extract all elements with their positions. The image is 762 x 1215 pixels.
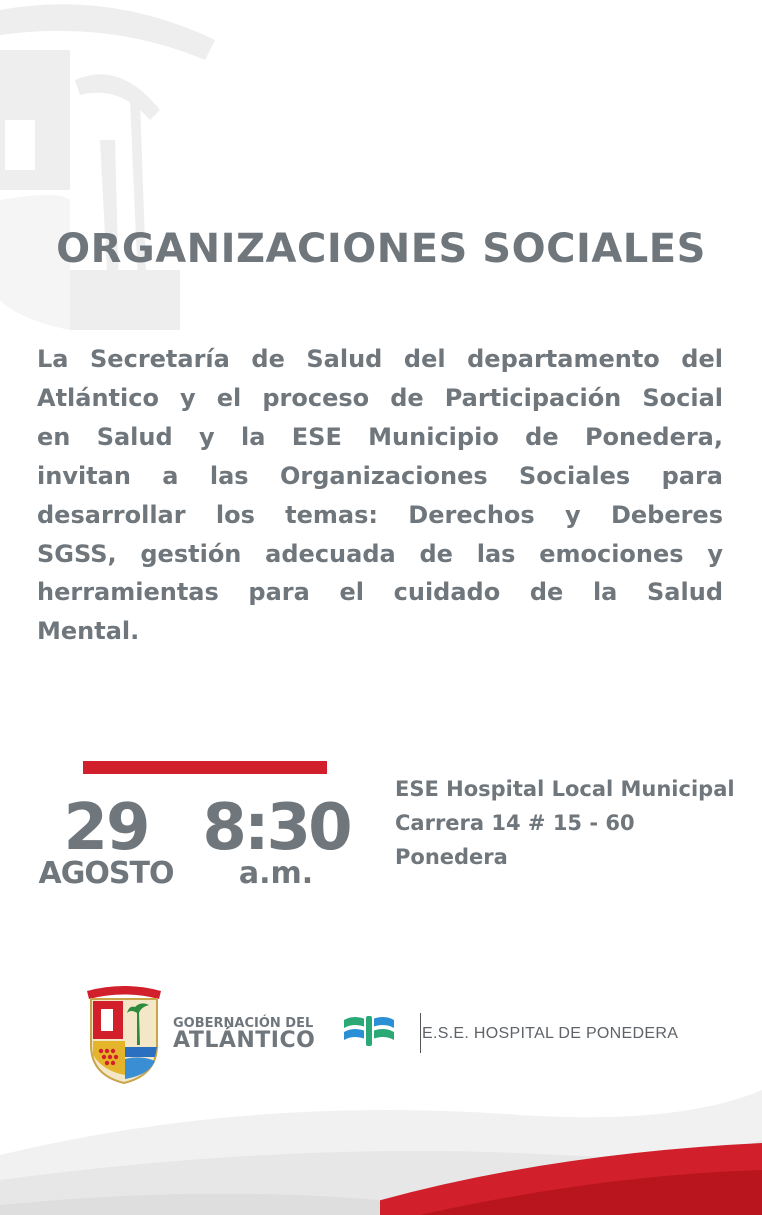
red-divider-bar bbox=[83, 761, 327, 774]
body-line: SGSS, gestión adecuada de las emociones y bbox=[37, 539, 723, 568]
event-ampm: a.m. bbox=[238, 856, 314, 891]
body-line: Mental. bbox=[37, 617, 140, 646]
body-line: Atlántico y el proceso de Participación Social bbox=[37, 383, 723, 412]
body-line: invitan a las Organizaciones Sociales para bbox=[37, 461, 723, 490]
event-month: AGOSTO bbox=[38, 856, 174, 891]
gobernacion-label: GOBERNACIÓN DEL bbox=[173, 1016, 314, 1031]
page-title: ORGANIZACIONES SOCIALES bbox=[56, 226, 706, 272]
location-line: Carrera 14 # 15 - 60 bbox=[395, 811, 635, 835]
shield-watermark-icon bbox=[0, 0, 230, 340]
body-line: herramientas para el cuidado de la Salud bbox=[37, 578, 723, 607]
event-location bbox=[395, 772, 735, 874]
location-line: Ponedera bbox=[395, 845, 508, 869]
location-line: ESE Hospital Local Municipal bbox=[395, 777, 735, 801]
atlantico-shield-icon bbox=[83, 985, 165, 1085]
decorative-waves bbox=[0, 1085, 762, 1215]
invitation-text bbox=[37, 340, 723, 651]
event-day: 29 bbox=[63, 791, 149, 865]
event-time: 8:30 bbox=[202, 791, 350, 865]
body-line: La Secretaría de Salud del departamento del bbox=[37, 345, 723, 373]
atlantico-label: ATLÁNTICO bbox=[173, 1028, 316, 1053]
body-line: en Salud y la ESE Municipio de Ponedera, bbox=[37, 422, 723, 451]
hospital-name: E.S.E. HOSPITAL DE PONEDERA bbox=[422, 1025, 679, 1042]
body-line: desarrollar los temas: Derechos y Deberes bbox=[37, 500, 723, 529]
hospital-logo-icon bbox=[340, 1010, 398, 1050]
logo-divider bbox=[420, 1013, 421, 1053]
